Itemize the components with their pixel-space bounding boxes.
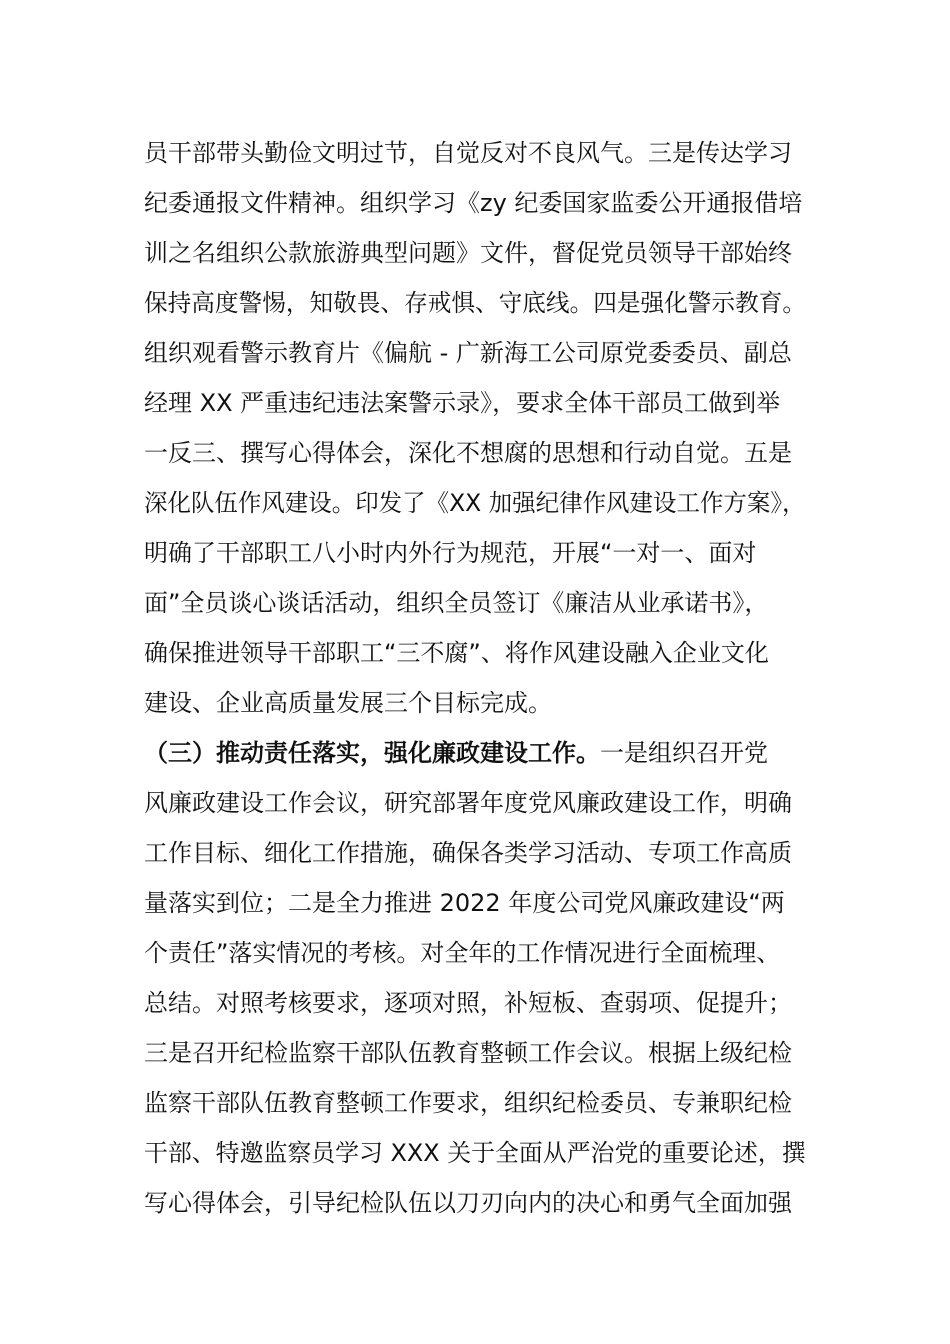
text-line: 纪委通报文件精神。组织学习《zy 纪委国家监委公开通报借培 xyxy=(144,189,803,217)
text-line: 保持高度警惕，知敬畏、存戒惧、守底线。四是强化警示教育。 xyxy=(144,289,806,317)
text-line: 监察干部队伍教育整顿工作要求，组织纪检委员、专兼职纪检 xyxy=(144,1089,792,1117)
text-line: 一反三、撰写心得体会，深化不想腐的思想和行动自觉。五是 xyxy=(144,439,792,467)
text-line: 量落实到位；二是全力推进 2022 年度公司党风廉政建设“两 xyxy=(144,889,785,917)
text-line: 明确了干部职工八小时内外行为规范，开展“一对一、面对 xyxy=(144,539,757,567)
text-line: 建设、企业高质量发展三个目标完成。 xyxy=(144,689,552,717)
text-line: 确保推进领导干部职工“三不腐”、将作风建设融入企业文化 xyxy=(144,639,769,667)
text-line: 总结。对照考核要求，逐项对照，补短板、查弱项、促提升； xyxy=(144,989,792,1017)
text-line: 员干部带头勤俭文明过节，自觉反对不良风气。三是传达学习 xyxy=(144,139,792,167)
section-3-first-line xyxy=(144,728,768,778)
text-line: 组织观看警示教育片《偏航 - 广新海工公司原党委委员、副总 xyxy=(144,339,792,367)
text-line: 深化队伍作风建设。印发了《XX 加强纪律作风建设工作方案》， xyxy=(144,489,806,517)
text-line: 经理 XX 严重违纪违法案警示录》，要求全体干部员工做到举 xyxy=(144,389,781,417)
text-line: 干部、特邀监察员学习 XXX 关于全面从严治党的重要论述，撰 xyxy=(144,1139,806,1167)
section-3-heading: （三）推动责任落实，强化廉政建设工作。 xyxy=(144,739,600,767)
text-line: 面”全员谈心谈话活动，组织全员签订《廉洁从业承诺书》， xyxy=(144,589,769,617)
text-line: 风廉政建设工作会议，研究部署年度党风廉政建设工作，明确 xyxy=(144,789,792,817)
text-line: 工作目标、细化工作措施，确保各类学习活动、专项工作高质 xyxy=(144,839,792,867)
text-line: 三是召开纪检监察干部队伍教育整顿工作会议。根据上级纪检 xyxy=(144,1039,792,1067)
text-line: 个责任”落实情况的考核。对全年的工作情况进行全面梳理、 xyxy=(144,939,781,967)
text-line: 训之名组织公款旅游典型问题》文件，督促党员领导干部始终 xyxy=(144,239,792,267)
text-line: 写心得体会，引导纪检队伍以刀刃向内的决心和勇气全面加强 xyxy=(144,1189,792,1217)
section-3-first-text: 一是组织召开党 xyxy=(600,739,768,767)
